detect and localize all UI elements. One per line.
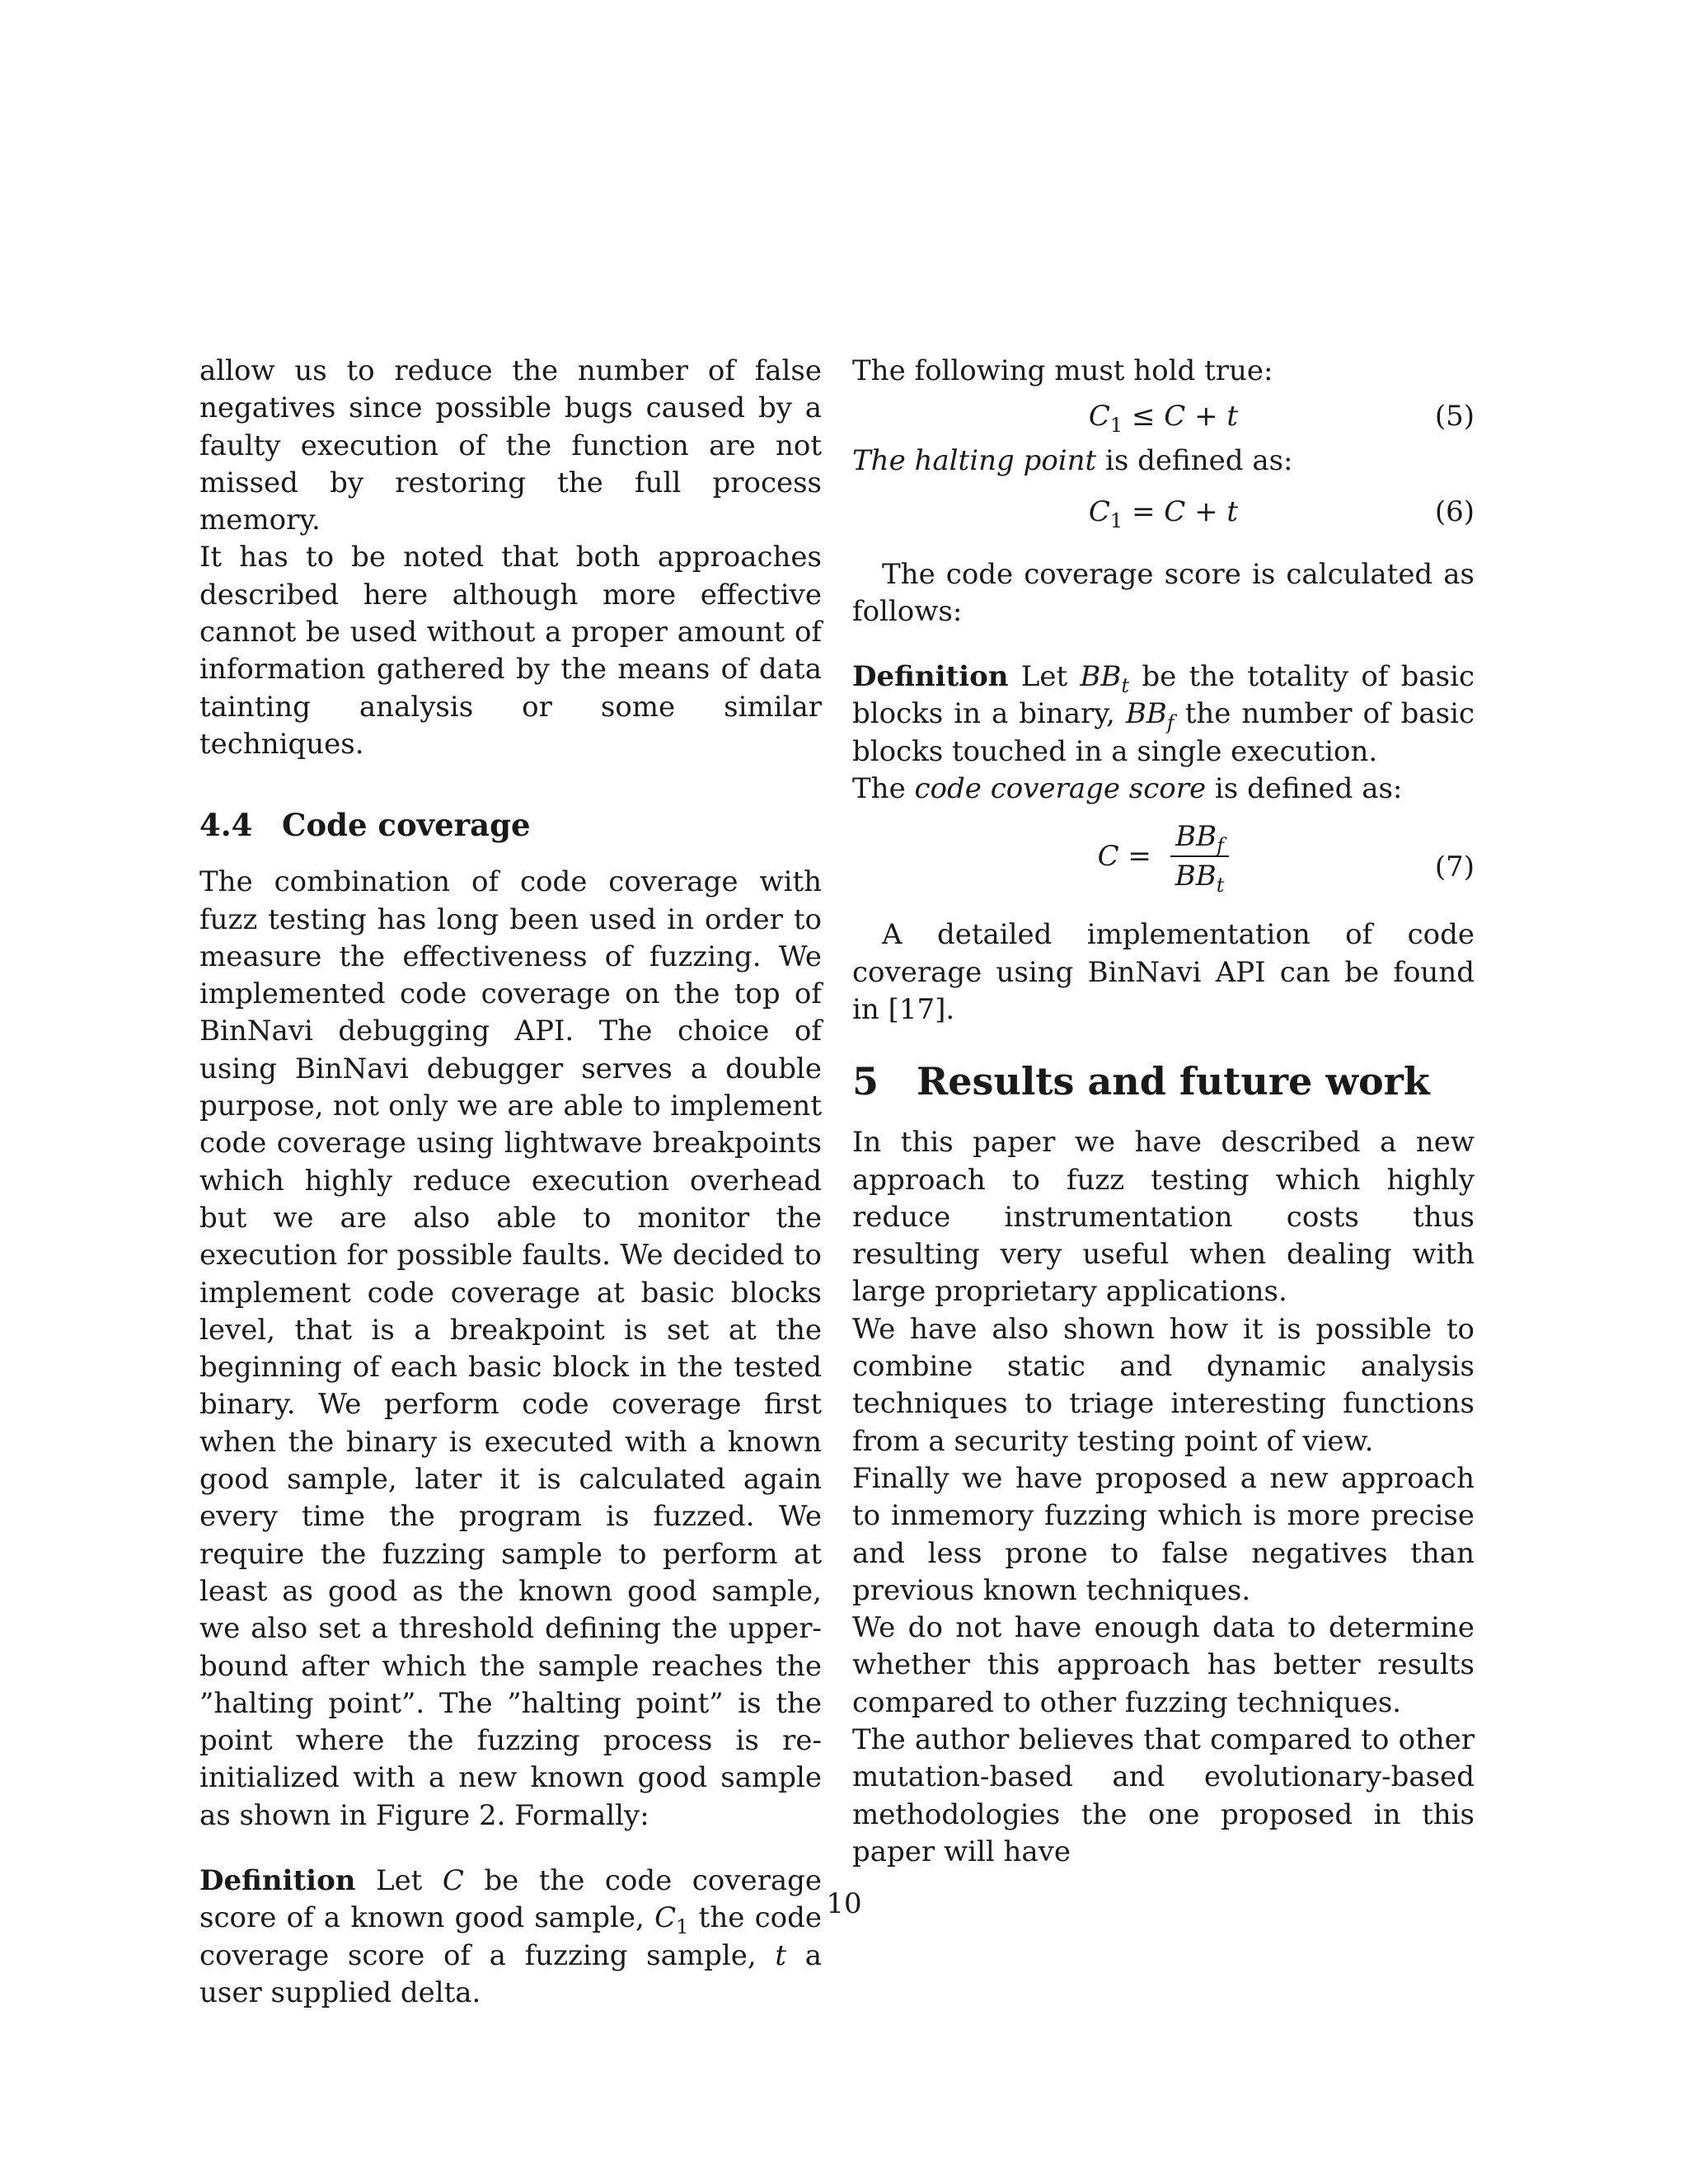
paragraph-results-3: Finally we have proposed a new approach to inmemory fuzzing which is more precise and less prone to false negatives than previous known techniques.	[852, 1461, 1475, 1607]
definition-text: be the code coverage score of a known good sample,	[199, 1863, 822, 1935]
math-variable: $C_1$	[654, 1901, 689, 1939]
definition-text: be the totality of basic blocks in a binary,	[852, 660, 1475, 731]
section-heading-results	[852, 1057, 1475, 1106]
paragraph-results-5: The author believes that compared to other mutation-based and evolutionary-based methodologies the one proposed in this paper will have	[852, 1723, 1475, 1868]
equation-5	[852, 390, 1475, 443]
math-variable: C	[442, 1863, 464, 1897]
section-number: 5	[852, 1059, 879, 1104]
left-column	[199, 353, 822, 2012]
paragraph-results-2: We have also shown how it is possible to combine static and dynamic analysis techniques to triage interesting functions from a security testing point of view.	[852, 1312, 1475, 1458]
equation-7	[852, 818, 1475, 916]
paragraph-score-intro: The code coverage score is calculated as follows:	[852, 557, 1475, 628]
equation-number: (6)	[1434, 494, 1475, 528]
paragraph-results-1: In this paper we have described a new approach to fuzz testing which highly reduce instrumentation costs thus resulting very useful when dealing with large proprietary applications.	[852, 1126, 1475, 1309]
definition-basic-blocks	[852, 658, 1475, 771]
subsection-heading-code-coverage	[199, 804, 822, 846]
definition-text: the code coverage score of a fuzzing sample,	[199, 1901, 822, 1972]
math-variable: t	[775, 1938, 787, 1972]
equation-lhs: C =	[1097, 840, 1151, 874]
math-variable: $BB_f$	[1125, 697, 1175, 735]
paragraph-implementation-ref: A detailed implementation of code coverage using BinNavi API can be found in [17].	[852, 918, 1475, 1026]
page-number: 10	[826, 1887, 862, 1920]
definition-text: the number of basic blocks touched in a single execution.	[852, 697, 1475, 768]
math-variable: $BB_t$	[1080, 660, 1130, 697]
equation-number: (7)	[1434, 851, 1475, 884]
paragraph-halting-point: The halting point is defined as:	[852, 444, 1293, 478]
definition-text: Let	[375, 1863, 423, 1897]
paragraph-results-4: We do not have enough data to determine whether this approach has better results compared to other fuzzing techniques.	[852, 1611, 1475, 1719]
fraction	[1170, 818, 1230, 898]
fraction-numerator: $BB_f$	[1170, 818, 1230, 857]
fraction-denominator: $BB_t$	[1175, 860, 1225, 898]
equation-expression	[852, 818, 1475, 898]
paragraph-must-hold: The following must hold true:	[852, 354, 1273, 387]
definition-label: Definition	[199, 1863, 356, 1897]
equation-number: (5)	[1434, 400, 1475, 434]
section-title: Results and future work	[917, 1059, 1430, 1104]
subsection-number: 4.4	[199, 807, 253, 844]
paragraph-ccs-defined: The code coverage score is defined as:	[852, 772, 1403, 806]
equation-expression: $C_1 = C + t$	[1088, 494, 1239, 532]
paragraph-approaches-note: It has to be noted that both approaches described here although more effective cannot be used without a proper amount of information gathered by the means of data tainting analysis or some similar techniques.	[199, 541, 822, 761]
definition-text: Let	[1020, 660, 1068, 694]
paragraph-memory-restore: allow us to reduce the number of false negatives since possible bugs caused by a faulty execution of the function are not missed by restoring the full process memory.	[199, 354, 822, 537]
right-column	[852, 353, 1475, 1871]
subsection-title: Code coverage	[282, 807, 531, 844]
definition-label: Definition	[852, 660, 1009, 694]
equation-6	[852, 485, 1475, 538]
definition-text: a user supplied delta.	[199, 1938, 822, 2009]
paragraph-code-coverage: The combination of code coverage with fuzz testing has long been used in order to measure the effectiveness of fuzzing. We implemented code coverage on the top of BinNavi debugging API. The choice of using BinNavi debugger serves a double purpose, not only we are able to implement code coverage using lightwave breakpoints which highly reduce execution overhead but we are also able to monitor the execution for possible faults. We decided to implement code coverage at basic blocks level, that is a breakpoint is set at the beginning of each basic block in the tested binary. We perform code coverage first when the binary is executed with a known good sample, later it is calculated again every time the program is fuzzed. We require the fuzzing sample to perform at least as good as the known good sample, we also set a threshold defining the upper-bound after which the sample reaches the ”halting point”. The ”halting point” is the point where the fuzzing process is re-initialized with a new known good sample as shown in Figure 2. Formally:	[199, 865, 822, 1832]
equation-expression: $C_1 \le C + t$	[1088, 400, 1239, 438]
